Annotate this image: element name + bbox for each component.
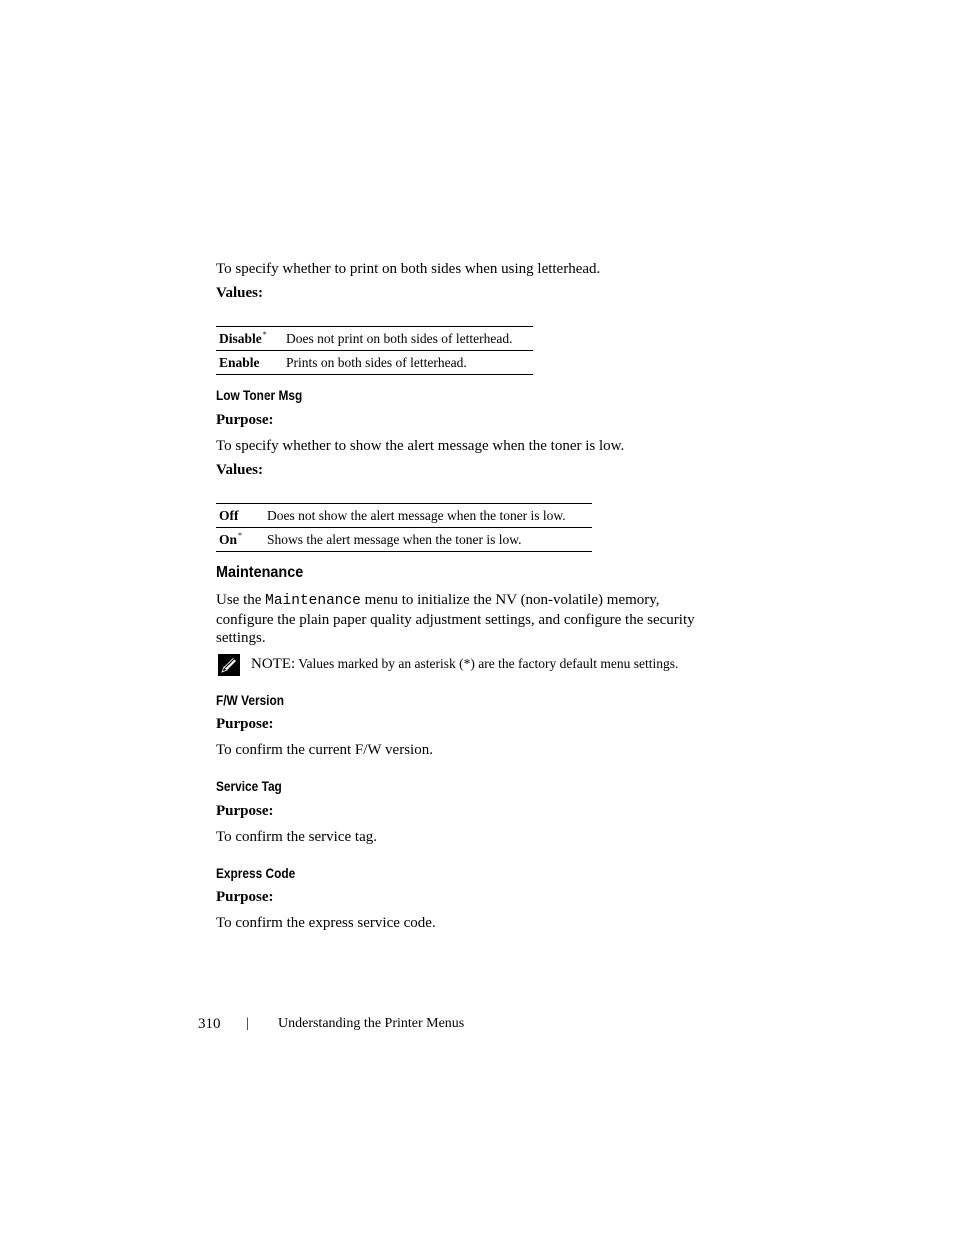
note-label: NOTE:: [251, 656, 296, 672]
table-row: [216, 528, 592, 552]
maintenance-paragraph: Use the Maintenance menu to initialize the NV (non-volatile) memory, configure the plain paper quality adjustment settings, and configure the security settings.: [216, 592, 695, 646]
values-table-low-toner: [216, 503, 592, 552]
table-row: [216, 327, 533, 351]
note-pencil-icon: [218, 654, 240, 676]
value-description: Prints on both sides of letterhead.: [286, 354, 467, 370]
code-maintenance: Maintenance: [265, 593, 361, 609]
intro-text: To specify whether to print on both sides when using letterhead.: [216, 261, 601, 277]
note: [251, 655, 678, 673]
values-label: Values:: [216, 285, 263, 301]
purpose-text: To confirm the current F/W version.: [216, 742, 433, 758]
purpose-label: Purpose:: [216, 803, 274, 819]
footer-chapter-title: Understanding the Printer Menus: [278, 1016, 465, 1031]
value-key: Disable*: [219, 330, 267, 346]
value-key: Enable: [219, 355, 260, 370]
value-description: Does not show the alert message when the toner is low.: [267, 507, 566, 523]
purpose-label: Purpose:: [216, 716, 274, 732]
maintenance-heading: Maintenance: [216, 564, 304, 581]
express-code-heading: Express Code: [216, 866, 296, 881]
value-key: Off: [219, 508, 239, 523]
purpose-text: To confirm the express service code.: [216, 915, 436, 931]
note-text: Values marked by an asterisk (*) are the factory default menu settings.: [295, 656, 679, 671]
fw-version-heading: F/W Version: [216, 693, 284, 708]
purpose-label: Purpose:: [216, 889, 274, 905]
value-key: On*: [219, 531, 243, 547]
footer-separator: |: [246, 1016, 249, 1031]
service-tag-heading: Service Tag: [216, 779, 282, 794]
purpose-label: Purpose:: [216, 412, 274, 428]
purpose-text: To specify whether to show the alert message when the toner is low.: [216, 438, 625, 454]
low-toner-heading: Low Toner Msg: [216, 388, 303, 403]
purpose-text: To confirm the service tag.: [216, 829, 377, 845]
value-description: Does not print on both sides of letterhead.: [286, 330, 513, 346]
value-description: Shows the alert message when the toner is low.: [267, 531, 522, 547]
table-row: [216, 351, 533, 375]
values-label: Values:: [216, 462, 263, 478]
values-table-letterhead: [216, 326, 533, 375]
table-row: [216, 504, 592, 528]
page-number: 310: [198, 1016, 221, 1032]
